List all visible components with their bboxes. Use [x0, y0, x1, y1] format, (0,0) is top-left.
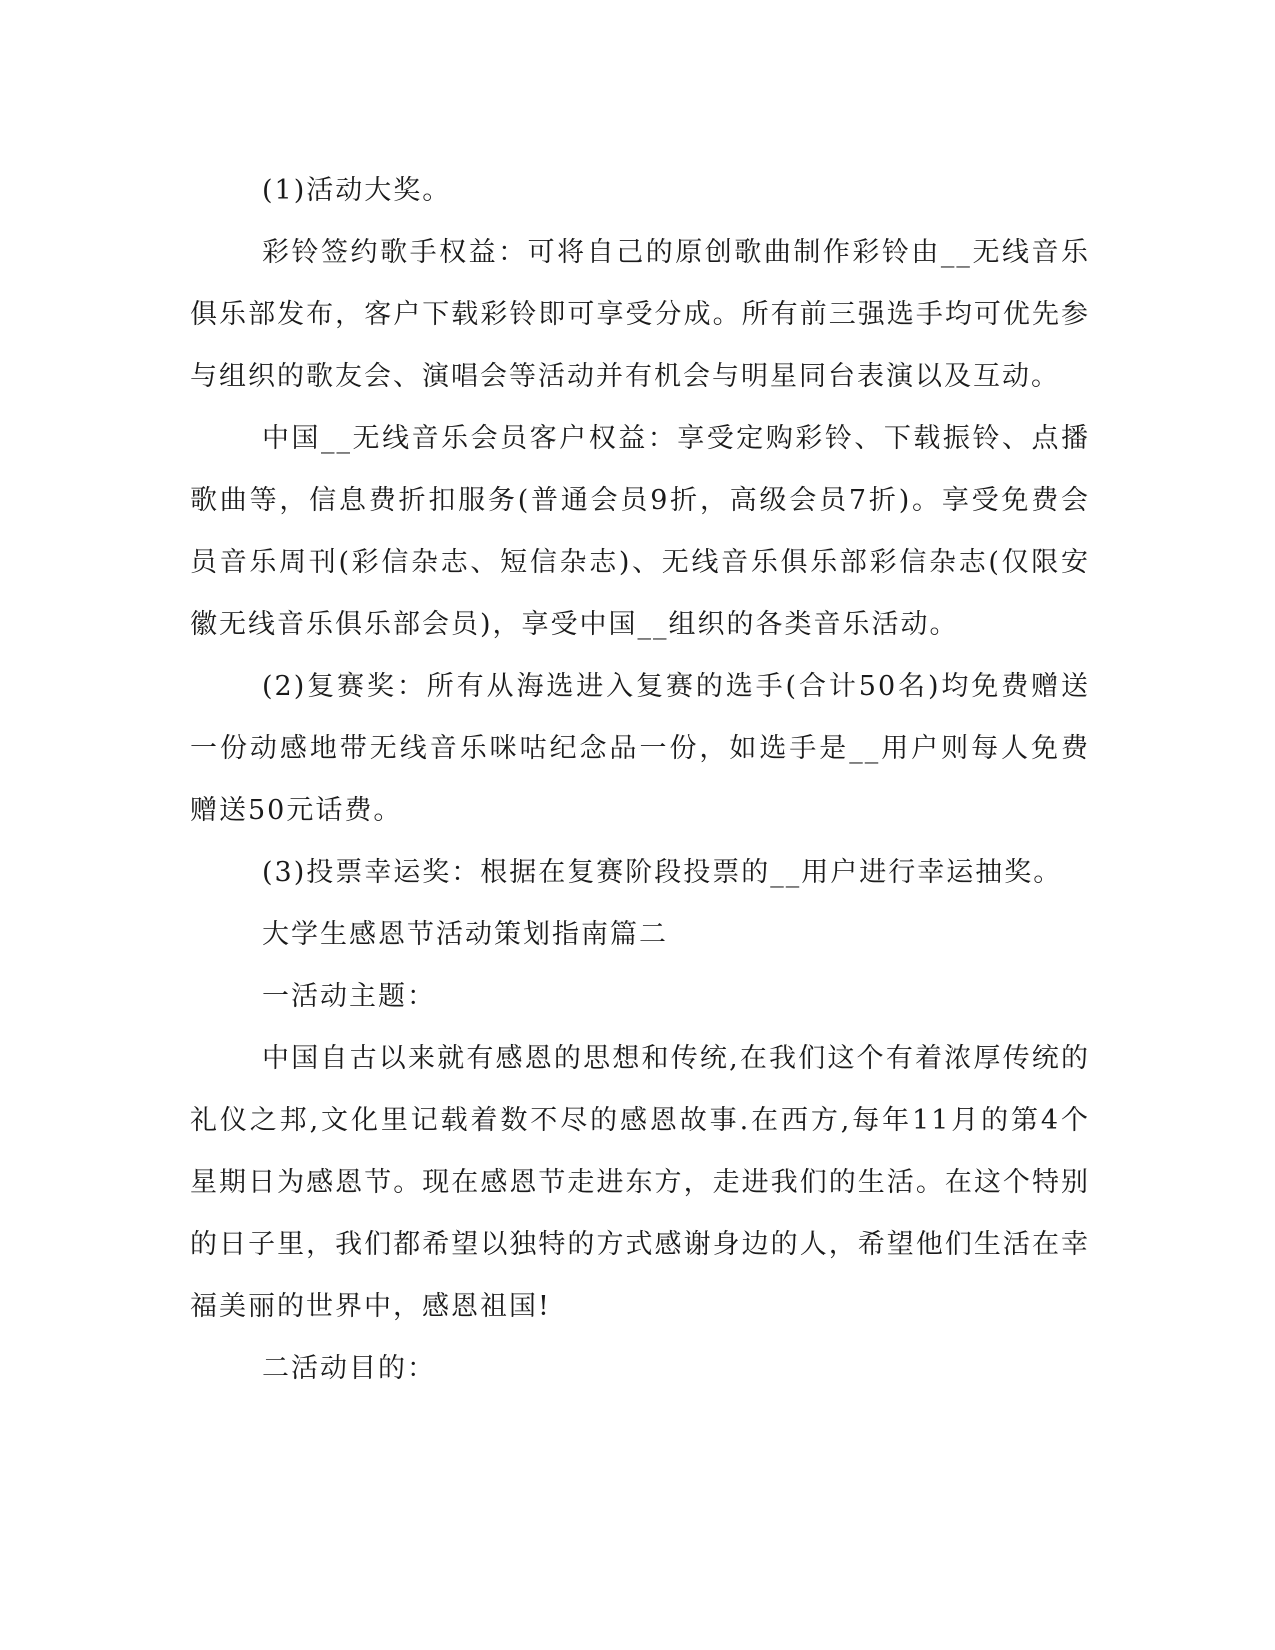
paragraph-voting-prize: (3)投票幸运奖：根据在复赛阶段投票的__用户进行幸运抽奖。 — [262, 857, 1063, 888]
heading-activity-theme: 一活动主题： — [262, 981, 436, 1012]
paragraph-theme-text: 中国自古以来就有感恩的思想和传统,在我们这个有着浓厚传统的礼仪之邦,文化里记载着数不尽的感恩故事.在西方,每年11月的第4个星期日为感恩节。现在感恩节走进东方，走进我们的生活。在这个特别的日子里，我们都希望以独特的方式感谢身边的人，希望他们生活在幸福美丽的世界中，感恩祖国! — [190, 1043, 1090, 1322]
paragraph-semifinal-prize: (2)复赛奖：所有从海选进入复赛的选手(合计50名)均免费赠送一份动感地带无线音乐咪咕纪念品一份，如选手是__用户则每人免费赠送50元话费。 — [190, 671, 1090, 826]
document-body — [190, 160, 1090, 1400]
paragraph-member-rights: 中国__无线音乐会员客户权益：享受定购彩铃、下载振铃、点播歌曲等，信息费折扣服务(普通会员9折，高级会员7折)。享受免费会员音乐周刊(彩信杂志、短信杂志)、无线音乐俱乐部彩信杂志(仅限安徽无线音乐俱乐部会员)，享受中国__组织的各类音乐活动。 — [190, 423, 1090, 640]
heading-activity-purpose: 二活动目的： — [262, 1353, 436, 1384]
section-title: 大学生感恩节活动策划指南篇二 — [262, 919, 668, 950]
paragraph-ringtone-rights: 彩铃签约歌手权益：可将自己的原创歌曲制作彩铃由__无线音乐俱乐部发布，客户下载彩铃即可享受分成。所有前三强选手均可优先参与组织的歌友会、演唱会等活动并有机会与明星同台表演以及互动。 — [190, 237, 1090, 392]
paragraph-prize-heading: (1)活动大奖。 — [262, 175, 452, 206]
